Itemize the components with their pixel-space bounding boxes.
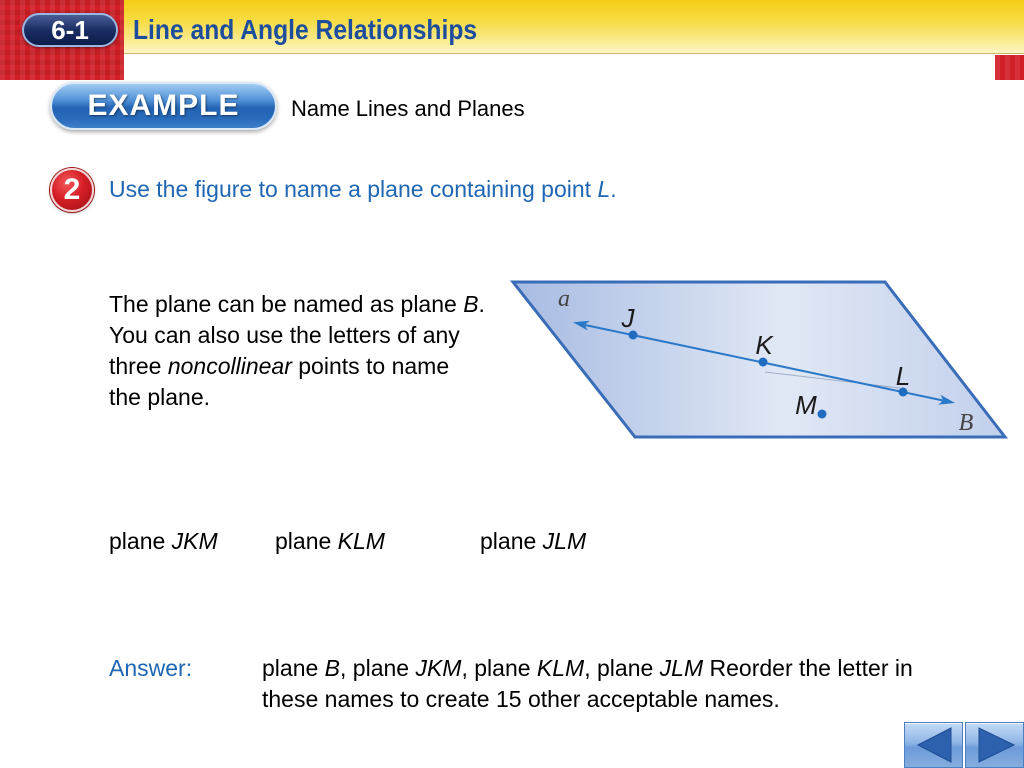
answer-segment: Reorder the letter in xyxy=(703,655,913,681)
explanation-text: the plane. xyxy=(109,384,211,410)
problem-prompt xyxy=(109,174,617,205)
header-red-accent xyxy=(995,55,1024,80)
answer-variable: KLM xyxy=(536,655,585,681)
answer-variable: B xyxy=(324,655,341,681)
answer-segment: plane xyxy=(262,655,325,681)
explanation-text: You can also use the letters of any xyxy=(109,322,460,348)
plane-word: plane xyxy=(480,528,543,554)
answer-variable: JLM xyxy=(659,655,704,681)
answer-segment: , plane xyxy=(461,655,537,681)
prompt-point-variable: L xyxy=(597,176,611,202)
answer-text xyxy=(262,653,913,715)
noncollinear-term: noncollinear xyxy=(167,353,292,379)
plane-word: plane xyxy=(109,528,172,554)
point-label-k: K xyxy=(755,330,773,360)
plane-name-option xyxy=(480,526,586,557)
plane-letters: KLM xyxy=(337,528,385,554)
lesson-number-badge: 6-1 xyxy=(22,13,118,47)
plane-letters: JLM xyxy=(542,528,587,554)
explanation-text: . xyxy=(478,291,485,317)
answer-label: Answer: xyxy=(109,655,193,681)
explanation-paragraph xyxy=(109,289,485,413)
explanation-text: three xyxy=(109,353,168,379)
example-heading: Name Lines and Planes xyxy=(291,96,525,121)
answer-line xyxy=(262,653,913,684)
answer-segment: , plane xyxy=(340,655,416,681)
prompt-text: Use the figure to name a plane containing point xyxy=(109,176,598,202)
point-label-j: J xyxy=(621,303,635,333)
explanation-line xyxy=(109,320,485,351)
left-arrow-icon[interactable] xyxy=(905,723,962,767)
explanation-text: points to name xyxy=(291,353,450,379)
plane-label-b: B xyxy=(958,410,974,436)
explanation-line xyxy=(109,382,485,413)
explanation-text: The plane can be named as plane xyxy=(109,291,464,317)
previous-slide-button[interactable] xyxy=(904,722,963,768)
line-label-a: a xyxy=(558,286,570,312)
answer-variable: JKM xyxy=(415,655,462,681)
plane-word: plane xyxy=(275,528,338,554)
plane-name-option xyxy=(275,526,385,557)
prompt-period: . xyxy=(610,176,617,202)
answer-line xyxy=(262,684,913,715)
problem-number-badge: 2 xyxy=(50,168,94,212)
plane-figure xyxy=(505,275,1015,445)
plane-variable: B xyxy=(463,291,479,317)
explanation-line xyxy=(109,351,485,382)
explanation-line xyxy=(109,289,485,320)
point-label-l: L xyxy=(895,361,911,391)
point-label-m: M xyxy=(795,390,817,420)
example-badge: EXAMPLE xyxy=(50,82,277,130)
next-slide-button[interactable] xyxy=(965,722,1024,768)
point-m xyxy=(818,410,827,419)
plane-name-option xyxy=(109,526,218,557)
right-arrow-icon[interactable] xyxy=(966,723,1023,767)
lesson-title: Line and Angle Relationships xyxy=(133,14,478,45)
answer-segment: these names to create 15 other acceptable names. xyxy=(262,686,780,712)
answer-segment: , plane xyxy=(584,655,660,681)
plane-letters: JKM xyxy=(171,528,218,554)
